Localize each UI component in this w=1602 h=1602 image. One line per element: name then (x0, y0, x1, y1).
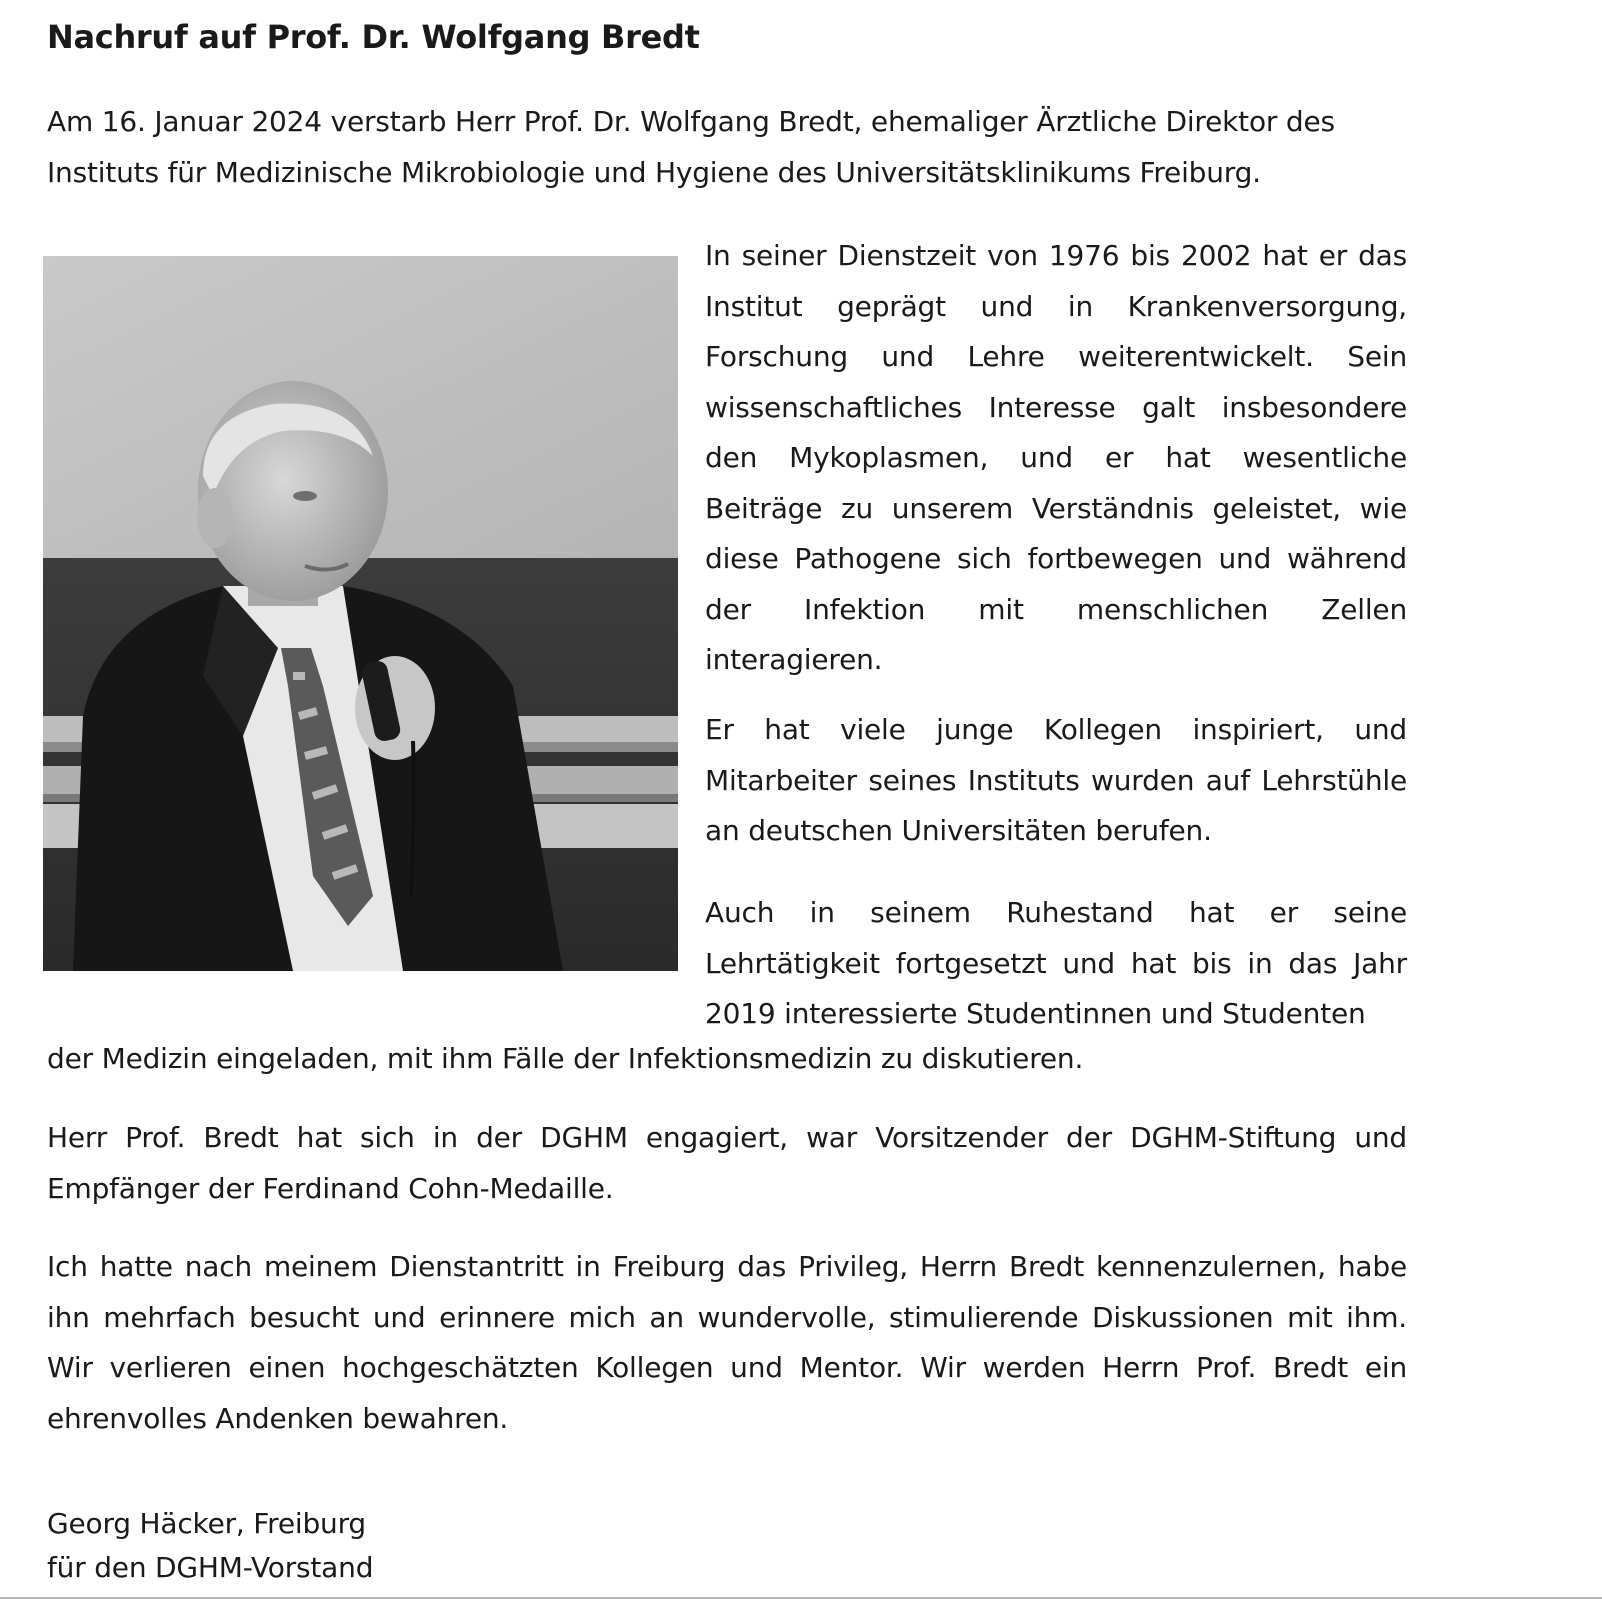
personal-paragraph: Ich hatte nach meinem Dienstantritt in Freiburg das Privileg, Herrn Bredt kennenzulernen, habe ihn mehrfach besucht und erinnere mich an wundervolle, stimulierende Diskussionen mit ihm. Wir verlieren einen hochgeschätzten Kollegen und Mentor. Wir werden Herrn Prof. Bredt ein ehrenvolles Andenken bewahren. (47, 1250, 1407, 1435)
portrait-photo (43, 256, 678, 971)
page-title: Nachruf auf Prof. Dr. Wolfgang Bredt (47, 18, 700, 56)
signature-role: für den DGHM-Vorstand (47, 1551, 374, 1584)
retirement-paragraph-continued: der Medizin eingeladen, mit ihm Fälle der Infektionsmedizin zu diskutieren. (47, 1042, 1084, 1075)
dghm-paragraph: Herr Prof. Bredt hat sich in der DGHM engagiert, war Vorsitzender der DGHM-Stiftung und Empfänger der Ferdinand Cohn-Medaille. (47, 1121, 1407, 1205)
intro-line-1: Am 16. Januar 2024 verstarb Herr Prof. Dr. Wolfgang Bredt, ehemaliger Ärztliche Direktor des (47, 105, 1335, 138)
intro-paragraph (47, 97, 1407, 198)
intro-line-2: Instituts für Medizinische Mikrobiologie und Hygiene des Universitätsklinikums Freiburg. (47, 155, 1261, 189)
bottom-divider (0, 1597, 1602, 1599)
retirement-paragraph: Auch in seinem Ruhestand hat er seine Lehrtätigkeit fortgesetzt und hat bis in das Jahr 2019 interessierte Studentinnen und Studenten (705, 896, 1407, 1030)
career-paragraph: In seiner Dienstzeit von 1976 bis 2002 hat er das Institut geprägt und in Krankenversorgung, Forschung und Lehre weiterentwickelt. Sein wissenschaftliches Interesse galt insbesondere den Mykoplasmen, und er hat wesentliche Beiträge zu unserem Verständnis geleistet, wie diese Pathogene sich fortbewegen und während der Infektion mit menschlichen Zellen interagieren. (705, 239, 1407, 676)
mentoring-paragraph: Er hat viele junge Kollegen inspiriert, und Mitarbeiter seines Instituts wurden auf Lehrstühle an deutschen Universitäten berufen. (705, 713, 1407, 847)
signature-name: Georg Häcker, Freiburg (47, 1507, 366, 1540)
